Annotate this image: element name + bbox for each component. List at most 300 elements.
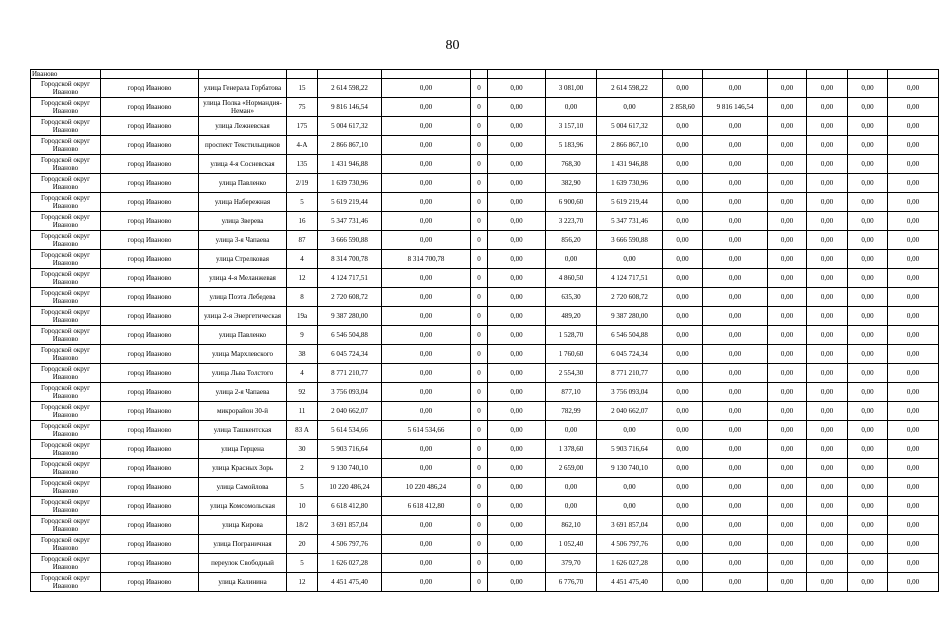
- value-cell: 5 614 534,66: [382, 421, 471, 440]
- value-cell: 0,00: [703, 174, 768, 193]
- value-cell: 2 858,60: [663, 98, 703, 117]
- value-cell: 0,00: [807, 250, 848, 269]
- house-number-cell: 2/19: [287, 174, 318, 193]
- value-cell: 0,00: [768, 136, 807, 155]
- table-row: [31, 98, 939, 117]
- city-cell: город Иваново: [101, 250, 199, 269]
- value-cell: 0,00: [488, 250, 546, 269]
- total-cost-cell: 2 866 867,10: [318, 136, 382, 155]
- value-cell: 0,00: [768, 440, 807, 459]
- value-cell: 3 081,00: [546, 79, 597, 98]
- value-cell: 5 183,96: [546, 136, 597, 155]
- empty-cell: [287, 70, 318, 79]
- value-cell: 0,00: [663, 307, 703, 326]
- city-cell: город Иваново: [101, 573, 199, 592]
- value-cell: 0: [471, 535, 488, 554]
- city-cell: город Иваново: [101, 478, 199, 497]
- value-cell: 0,00: [768, 516, 807, 535]
- value-cell: 0,00: [768, 212, 807, 231]
- total-cost-cell: 9 816 146,54: [318, 98, 382, 117]
- street-cell: улица 4-я Меланжевая: [199, 269, 287, 288]
- district-cell: Городской округ Иваново: [31, 440, 101, 459]
- value-cell: 0,00: [488, 459, 546, 478]
- value-cell: 0,00: [488, 155, 546, 174]
- table-row: [31, 231, 939, 250]
- value-cell: 379,70: [546, 554, 597, 573]
- table-row: [31, 79, 939, 98]
- value-cell: 0,00: [663, 497, 703, 516]
- total-cost-cell: 6 546 504,88: [318, 326, 382, 345]
- value-cell: 0,00: [703, 440, 768, 459]
- value-cell: 6 900,60: [546, 193, 597, 212]
- value-cell: 0,00: [703, 307, 768, 326]
- street-cell: улица Калинина: [199, 573, 287, 592]
- city-cell: город Иваново: [101, 212, 199, 231]
- value-cell: 0,00: [382, 573, 471, 592]
- empty-cell: [318, 70, 382, 79]
- table-row: [31, 326, 939, 345]
- value-cell: 0,00: [663, 573, 703, 592]
- district-cell: Городской округ Иваново: [31, 231, 101, 250]
- value-cell: 0: [471, 364, 488, 383]
- value-cell: 0,00: [768, 402, 807, 421]
- district-cell: Городской округ Иваново: [31, 136, 101, 155]
- value-cell: 3 157,10: [546, 117, 597, 136]
- district-cell: Городской округ Иваново: [31, 288, 101, 307]
- value-cell: 0,00: [488, 364, 546, 383]
- total-cost-cell: 2 720 608,72: [318, 288, 382, 307]
- value-cell: 0,00: [488, 478, 546, 497]
- table-row: [31, 136, 939, 155]
- value-cell: 0,00: [888, 459, 939, 478]
- value-cell: 1 378,60: [546, 440, 597, 459]
- total-cost-cell: 1 626 027,28: [318, 554, 382, 573]
- value-cell: 0,00: [848, 212, 888, 231]
- value-cell: 0,00: [848, 383, 888, 402]
- empty-cell: [546, 70, 597, 79]
- table-row: [31, 421, 939, 440]
- value-cell: 0: [471, 231, 488, 250]
- street-cell: улица Полка «Нормандия-Неман»: [199, 98, 287, 117]
- value-cell: 0,00: [663, 79, 703, 98]
- value-cell: 0,00: [807, 573, 848, 592]
- value-cell: 0,00: [807, 136, 848, 155]
- value-cell: 6 045 724,34: [597, 345, 663, 364]
- city-cell: город Иваново: [101, 288, 199, 307]
- total-cost-cell: 4 506 797,76: [318, 535, 382, 554]
- city-cell: город Иваново: [101, 193, 199, 212]
- value-cell: 0,00: [848, 307, 888, 326]
- value-cell: 0: [471, 307, 488, 326]
- value-cell: 0,00: [703, 497, 768, 516]
- value-cell: 0,00: [703, 326, 768, 345]
- value-cell: 0,00: [807, 155, 848, 174]
- value-cell: 0,00: [663, 421, 703, 440]
- value-cell: 0: [471, 421, 488, 440]
- value-cell: 0,00: [382, 440, 471, 459]
- table-row: [31, 516, 939, 535]
- value-cell: 0,00: [597, 478, 663, 497]
- value-cell: 1 639 730,96: [597, 174, 663, 193]
- total-cost-cell: 3 691 857,04: [318, 516, 382, 535]
- value-cell: 0,00: [703, 269, 768, 288]
- value-cell: 9 130 740,10: [597, 459, 663, 478]
- value-cell: 0,00: [703, 155, 768, 174]
- value-cell: 0,00: [703, 459, 768, 478]
- value-cell: 0,00: [848, 174, 888, 193]
- house-number-cell: 92: [287, 383, 318, 402]
- district-cell: Городской округ Иваново: [31, 155, 101, 174]
- house-number-cell: 15: [287, 79, 318, 98]
- value-cell: 0,00: [663, 212, 703, 231]
- table-row: [31, 250, 939, 269]
- value-cell: 9 387 280,00: [597, 307, 663, 326]
- value-cell: 0,00: [488, 497, 546, 516]
- value-cell: 0,00: [488, 554, 546, 573]
- table-row: [31, 174, 939, 193]
- value-cell: 0,00: [848, 364, 888, 383]
- value-cell: 0,00: [546, 98, 597, 117]
- value-cell: 0,00: [888, 497, 939, 516]
- city-cell: город Иваново: [101, 535, 199, 554]
- total-cost-cell: 3 756 093,04: [318, 383, 382, 402]
- street-cell: улица Комсомольская: [199, 497, 287, 516]
- value-cell: 0,00: [488, 573, 546, 592]
- housing-register-table: [30, 69, 939, 592]
- house-number-cell: 83 А: [287, 421, 318, 440]
- value-cell: 0,00: [663, 554, 703, 573]
- value-cell: 856,20: [546, 231, 597, 250]
- value-cell: 0,00: [382, 345, 471, 364]
- city-cell: город Иваново: [101, 79, 199, 98]
- value-cell: 1 626 027,28: [597, 554, 663, 573]
- district-cell: Городской округ Иваново: [31, 117, 101, 136]
- house-number-cell: 4-А: [287, 136, 318, 155]
- value-cell: 862,10: [546, 516, 597, 535]
- value-cell: 0,00: [768, 307, 807, 326]
- district-cell: Городской округ Иваново: [31, 478, 101, 497]
- district-cell: Городской округ Иваново: [31, 459, 101, 478]
- value-cell: 2 659,00: [546, 459, 597, 478]
- value-cell: 0: [471, 478, 488, 497]
- value-cell: 0,00: [848, 193, 888, 212]
- value-cell: 0,00: [663, 440, 703, 459]
- value-cell: 0,00: [888, 402, 939, 421]
- value-cell: 0: [471, 117, 488, 136]
- value-cell: 0: [471, 269, 488, 288]
- value-cell: 0,00: [488, 193, 546, 212]
- value-cell: 0,00: [888, 212, 939, 231]
- value-cell: 0,00: [488, 98, 546, 117]
- value-cell: 0,00: [382, 326, 471, 345]
- district-cell: Городской округ Иваново: [31, 535, 101, 554]
- district-cell: Городской округ Иваново: [31, 193, 101, 212]
- value-cell: 0,00: [382, 212, 471, 231]
- value-cell: 0,00: [768, 326, 807, 345]
- value-cell: 0,00: [888, 535, 939, 554]
- value-cell: 0,00: [663, 345, 703, 364]
- value-cell: 0,00: [848, 516, 888, 535]
- value-cell: 782,99: [546, 402, 597, 421]
- table-row: [31, 535, 939, 554]
- value-cell: 5 903 716,64: [597, 440, 663, 459]
- city-cell: город Иваново: [101, 383, 199, 402]
- house-number-cell: 12: [287, 269, 318, 288]
- value-cell: 0,00: [663, 288, 703, 307]
- value-cell: 0,00: [382, 155, 471, 174]
- value-cell: 0: [471, 288, 488, 307]
- house-number-cell: 10: [287, 497, 318, 516]
- district-cell: Городской округ Иваново: [31, 573, 101, 592]
- street-cell: улица 3-я Чапаева: [199, 231, 287, 250]
- value-cell: 768,30: [546, 155, 597, 174]
- value-cell: 0,00: [807, 459, 848, 478]
- street-cell: улица 2-я Чапаева: [199, 383, 287, 402]
- value-cell: 0: [471, 573, 488, 592]
- value-cell: 0,00: [848, 326, 888, 345]
- value-cell: 0,00: [703, 231, 768, 250]
- street-cell: проспект Текстильщиков: [199, 136, 287, 155]
- district-cell: Городской округ Иваново: [31, 326, 101, 345]
- city-cell: город Иваново: [101, 269, 199, 288]
- city-cell: город Иваново: [101, 136, 199, 155]
- value-cell: 0,00: [888, 136, 939, 155]
- table-row: [31, 364, 939, 383]
- value-cell: 0,00: [488, 383, 546, 402]
- city-cell: город Иваново: [101, 364, 199, 383]
- value-cell: 0,00: [768, 250, 807, 269]
- street-cell: улица Самойлова: [199, 478, 287, 497]
- value-cell: 0,00: [703, 573, 768, 592]
- house-number-cell: 38: [287, 345, 318, 364]
- table-row: [31, 345, 939, 364]
- value-cell: 0,00: [703, 364, 768, 383]
- value-cell: 0,00: [488, 174, 546, 193]
- value-cell: 0,00: [382, 535, 471, 554]
- total-cost-cell: 1 431 946,88: [318, 155, 382, 174]
- value-cell: 0,00: [807, 79, 848, 98]
- total-cost-cell: 5 903 716,64: [318, 440, 382, 459]
- value-cell: 0,00: [807, 98, 848, 117]
- total-cost-cell: 5 004 617,32: [318, 117, 382, 136]
- city-cell: город Иваново: [101, 440, 199, 459]
- table-row: [31, 459, 939, 478]
- value-cell: 0,00: [848, 136, 888, 155]
- value-cell: 0,00: [597, 98, 663, 117]
- value-cell: 0,00: [703, 136, 768, 155]
- value-cell: 0,00: [807, 231, 848, 250]
- value-cell: 0,00: [807, 497, 848, 516]
- value-cell: 6 546 504,88: [597, 326, 663, 345]
- district-cell: Городской округ Иваново: [31, 345, 101, 364]
- value-cell: 0,00: [888, 117, 939, 136]
- value-cell: 0,00: [663, 231, 703, 250]
- total-cost-cell: 4 451 475,40: [318, 573, 382, 592]
- value-cell: 0,00: [848, 117, 888, 136]
- value-cell: 6 618 412,80: [382, 497, 471, 516]
- value-cell: 0,00: [888, 269, 939, 288]
- empty-cell: [848, 70, 888, 79]
- value-cell: 0,00: [663, 383, 703, 402]
- empty-cell: [768, 70, 807, 79]
- value-cell: 0,00: [807, 345, 848, 364]
- value-cell: 0,00: [768, 345, 807, 364]
- value-cell: 0,00: [888, 98, 939, 117]
- value-cell: 3 666 590,88: [597, 231, 663, 250]
- house-number-cell: 4: [287, 250, 318, 269]
- value-cell: 0,00: [768, 155, 807, 174]
- empty-cell: [101, 70, 199, 79]
- district-cell: Городской округ Иваново: [31, 554, 101, 573]
- value-cell: 0,00: [888, 250, 939, 269]
- value-cell: 0,00: [663, 516, 703, 535]
- value-cell: 0,00: [807, 307, 848, 326]
- empty-cell: [807, 70, 848, 79]
- district-cell: Городской округ Иваново: [31, 250, 101, 269]
- value-cell: 0,00: [382, 554, 471, 573]
- value-cell: 10 220 486,24: [382, 478, 471, 497]
- value-cell: 0,00: [488, 440, 546, 459]
- value-cell: 0,00: [488, 136, 546, 155]
- total-cost-cell: 5 614 534,66: [318, 421, 382, 440]
- value-cell: 0,00: [848, 345, 888, 364]
- street-cell: улица Пограничная: [199, 535, 287, 554]
- street-cell: улица Красных Зорь: [199, 459, 287, 478]
- value-cell: 0,00: [848, 497, 888, 516]
- value-cell: 0,00: [488, 345, 546, 364]
- table-row: [31, 402, 939, 421]
- city-cell: город Иваново: [101, 497, 199, 516]
- house-number-cell: 18/2: [287, 516, 318, 535]
- empty-cell: [703, 70, 768, 79]
- value-cell: 0,00: [848, 79, 888, 98]
- value-cell: 0: [471, 459, 488, 478]
- value-cell: 0,00: [663, 155, 703, 174]
- value-cell: 0,00: [888, 288, 939, 307]
- value-cell: 0,00: [807, 402, 848, 421]
- value-cell: 0,00: [663, 136, 703, 155]
- value-cell: 0,00: [663, 174, 703, 193]
- value-cell: 0,00: [488, 326, 546, 345]
- value-cell: 0,00: [703, 345, 768, 364]
- city-cell: город Иваново: [101, 231, 199, 250]
- empty-cell: [597, 70, 663, 79]
- value-cell: 0,00: [488, 117, 546, 136]
- value-cell: 0,00: [382, 98, 471, 117]
- table-row: [31, 269, 939, 288]
- district-cell: Городской округ Иваново: [31, 307, 101, 326]
- value-cell: 0,00: [663, 250, 703, 269]
- empty-cell: [888, 70, 939, 79]
- city-cell: город Иваново: [101, 402, 199, 421]
- house-number-cell: 12: [287, 573, 318, 592]
- value-cell: 4 124 717,51: [597, 269, 663, 288]
- value-cell: 2 554,30: [546, 364, 597, 383]
- value-cell: 0,00: [663, 193, 703, 212]
- value-cell: 0,00: [848, 98, 888, 117]
- value-cell: 3 691 857,04: [597, 516, 663, 535]
- value-cell: 0,00: [807, 193, 848, 212]
- value-cell: 0,00: [807, 269, 848, 288]
- value-cell: 0,00: [546, 478, 597, 497]
- value-cell: 877,10: [546, 383, 597, 402]
- city-cell: город Иваново: [101, 174, 199, 193]
- total-cost-cell: 6 045 724,34: [318, 345, 382, 364]
- street-cell: улица 2-я Энергетическая: [199, 307, 287, 326]
- value-cell: 0,00: [382, 79, 471, 98]
- empty-cell: [382, 70, 471, 79]
- value-cell: 0,00: [888, 193, 939, 212]
- total-cost-cell: 10 220 486,24: [318, 478, 382, 497]
- house-number-cell: 175: [287, 117, 318, 136]
- value-cell: 635,30: [546, 288, 597, 307]
- value-cell: 0,00: [382, 193, 471, 212]
- city-cell: город Иваново: [101, 459, 199, 478]
- value-cell: 0,00: [888, 478, 939, 497]
- value-cell: 0,00: [888, 326, 939, 345]
- street-cell: улица Лежневская: [199, 117, 287, 136]
- value-cell: 0,00: [848, 250, 888, 269]
- value-cell: 0,00: [546, 250, 597, 269]
- street-cell: улица Ташкентская: [199, 421, 287, 440]
- value-cell: 0,00: [888, 174, 939, 193]
- value-cell: 0,00: [848, 478, 888, 497]
- value-cell: 0,00: [768, 478, 807, 497]
- district-cell: Городской округ Иваново: [31, 497, 101, 516]
- value-cell: 0,00: [488, 307, 546, 326]
- value-cell: 0,00: [597, 250, 663, 269]
- total-cost-cell: 9 130 740,10: [318, 459, 382, 478]
- value-cell: 0,00: [382, 269, 471, 288]
- value-cell: 0,00: [703, 117, 768, 136]
- value-cell: 0,00: [382, 459, 471, 478]
- value-cell: 0: [471, 440, 488, 459]
- value-cell: 0: [471, 98, 488, 117]
- house-number-cell: 5: [287, 478, 318, 497]
- total-cost-cell: 9 387 280,00: [318, 307, 382, 326]
- value-cell: 0: [471, 326, 488, 345]
- value-cell: 0,00: [768, 554, 807, 573]
- value-cell: 2 614 598,22: [597, 79, 663, 98]
- value-cell: 0,00: [703, 516, 768, 535]
- house-number-cell: 16: [287, 212, 318, 231]
- district-cell: Городской округ Иваново: [31, 383, 101, 402]
- value-cell: 0,00: [488, 231, 546, 250]
- value-cell: 0,00: [888, 383, 939, 402]
- street-cell: улица Павленко: [199, 326, 287, 345]
- value-cell: 0: [471, 497, 488, 516]
- house-number-cell: 5: [287, 193, 318, 212]
- value-cell: 0,00: [546, 497, 597, 516]
- value-cell: 0,00: [848, 554, 888, 573]
- district-cell: Городской округ Иваново: [31, 364, 101, 383]
- house-number-cell: 75: [287, 98, 318, 117]
- value-cell: 0,00: [848, 269, 888, 288]
- value-cell: 0,00: [768, 497, 807, 516]
- value-cell: 9 816 146,54: [703, 98, 768, 117]
- value-cell: 0,00: [597, 497, 663, 516]
- value-cell: 0,00: [488, 402, 546, 421]
- table-row: [31, 117, 939, 136]
- value-cell: 0,00: [663, 459, 703, 478]
- value-cell: 0,00: [703, 554, 768, 573]
- value-cell: 0,00: [663, 269, 703, 288]
- value-cell: 0,00: [768, 231, 807, 250]
- value-cell: 0,00: [488, 269, 546, 288]
- city-cell: город Иваново: [101, 554, 199, 573]
- district-cell: Городской округ Иваново: [31, 269, 101, 288]
- value-cell: 0,00: [768, 117, 807, 136]
